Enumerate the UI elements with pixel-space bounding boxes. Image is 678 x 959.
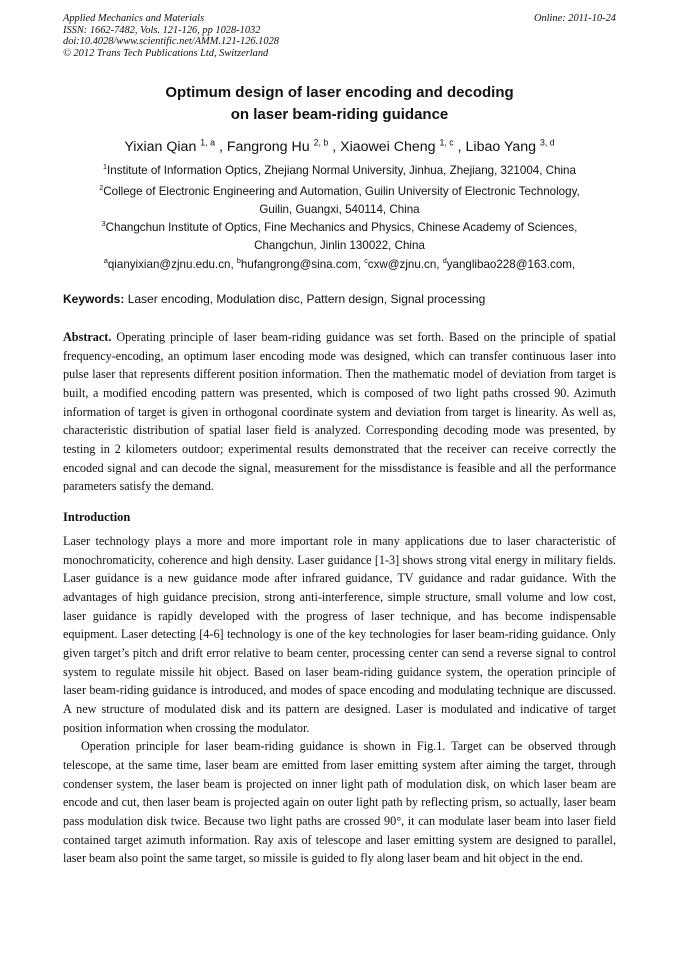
email-marker: a [103, 256, 108, 266]
journal-header [63, 13, 616, 59]
paragraph: Laser technology plays a more and more important role in many applications due to laser characteristic of monochromaticity, coherence and high density. Laser guidance [1-3] shows strong vital energy in military fields. Laser guidance is a new guidance mode after infrared guidance, TV guidance and radar guidance. With the advantages of high guidance precision, strong anti-interference, simple structure, small volume and low cost, laser guidance is rapidly developed with the progress of laser technique, and has become indispensable equipment. Laser detecting [4-6] technology is one of the key technologies for laser beam-riding guidance. Only given target’s pitch and drift error relative to beam center, processing center can send a reverse signal to control system to regulate missile hit object. Based on laser beam-riding guidance system, the operation principle of laser beam-riding guidance is introduced, and modes of space encoding and modulating technique are discussed. A new structure of modulated disk and its pattern are designed. Laser is modulated and indicative of target position information when crossing the modulator. [63, 534, 616, 735]
affiliation-text: College of Electronic Engineering and Automation, Guilin University of Electronic Technology, [103, 185, 580, 198]
issn-line: ISSN: 1662-7482, Vols. 121-126, pp 1028-1032 [63, 24, 261, 36]
keywords-text: Laser encoding, Modulation disc, Pattern design, Signal processing [124, 292, 486, 306]
author-name: , Fangrong Hu [218, 139, 310, 155]
author-superscript: 1, a [200, 137, 215, 148]
doi-line: doi:10.4028/www.scientific.net/AMM.121-126.1028 [63, 36, 279, 48]
author-name: , Libao Yang [457, 139, 537, 155]
email-marker: c [364, 256, 368, 266]
journal-name: Applied Mechanics and Materials [63, 13, 205, 24]
author-superscript: 1, c [439, 137, 454, 148]
affiliation-marker: 1 [103, 162, 108, 172]
abstract-label: Abstract. [63, 330, 112, 344]
affiliation-3 [63, 219, 616, 254]
abstract-text: Operating principle of laser beam-riding guidance was set forth. Based on the principle of spatial frequency-encoding, an optimum laser encoding mode was designed, which can transfer continuous laser into pulse laser that represents different position information. Then the mathematic model of deviation from target is built, a modified encoding pattern was presented, which is composed of two light paths crossed 90. Azimuth information of target is given in orthogonal coordinate system and deviation from target is linearity. As well as, characteristic distribution of spatial laser field is analyzed. Corresponding decoding mode was presented, by testing in 2 kilometers outdoor; experimental results demonstrated that the receiver can receive correctly the encoded signal and can decode the signal, measurement for the missdistance is feasible and all the performance parameters satisfy the demand. [63, 330, 616, 494]
email-address: hufangrong@sina.com, [240, 258, 365, 271]
author-superscript: 2, b [313, 137, 329, 148]
affiliation-text: Guilin, Guangxi, 540114, China [259, 202, 420, 216]
email-address: yanglibao228@163.com, [446, 258, 576, 271]
affiliation-marker: 3 [101, 219, 106, 229]
email-list [63, 256, 616, 274]
author-name: Yixian Qian [124, 139, 197, 155]
keywords [63, 291, 616, 307]
author-name: , Xiaowei Cheng [332, 139, 436, 155]
affiliation-marker: 2 [99, 183, 104, 193]
keywords-label: Keywords: [63, 292, 125, 306]
paper-title [63, 82, 616, 126]
title-line-1: Optimum design of laser encoding and decoding [165, 84, 514, 101]
email-marker: b [236, 256, 241, 266]
affiliation-text: Changchun, Jinlin 130022, China [254, 238, 425, 252]
email-address: qianyixian@zjnu.edu.cn, [107, 258, 237, 271]
affiliation-2 [63, 183, 616, 218]
online-date: Online: 2011-10-24 [533, 13, 616, 24]
author-superscript: 3, d [539, 137, 555, 148]
email-address: cxw@zjnu.cn, [367, 258, 443, 271]
affiliation-text: Institute of Information Optics, Zhejiang Normal University, Jinhua, Zhejiang, 321004, China [107, 164, 576, 177]
abstract [63, 328, 616, 496]
introduction-body [63, 532, 616, 868]
section-heading-introduction: Introduction [63, 510, 131, 524]
affiliation-text: Changchun Institute of Optics, Fine Mechanics and Physics, Chinese Academy of Sciences, [105, 221, 578, 234]
title-line-2: on laser beam-riding guidance [230, 106, 449, 123]
affiliation-1 [63, 162, 616, 180]
author-list [63, 138, 616, 156]
email-marker: d [442, 256, 447, 266]
copyright-line: © 2012 Trans Tech Publications Ltd, Switzerland [63, 47, 269, 59]
paragraph: Operation principle for laser beam-riding guidance is shown in Fig.1. Target can be observed through telescope, at the same time, laser beam are emitted from laser emitting system after aiming the target, through condenser system, the laser beam is projected on inner light path of modulation disk, on which laser beam are encode and cut, then laser beam is projected again on outer light path by reflecting prism, so actually, laser beam pass modulation disk twice. Because two light paths are crossed 90°, it can modulate laser beam into laser field contained target azimuth information. Ray axis of telescope and laser emitting system are designed to parallel, laser beam also point the same target, so missile is guided to fly along laser beam and hit object in the end. [63, 739, 616, 866]
